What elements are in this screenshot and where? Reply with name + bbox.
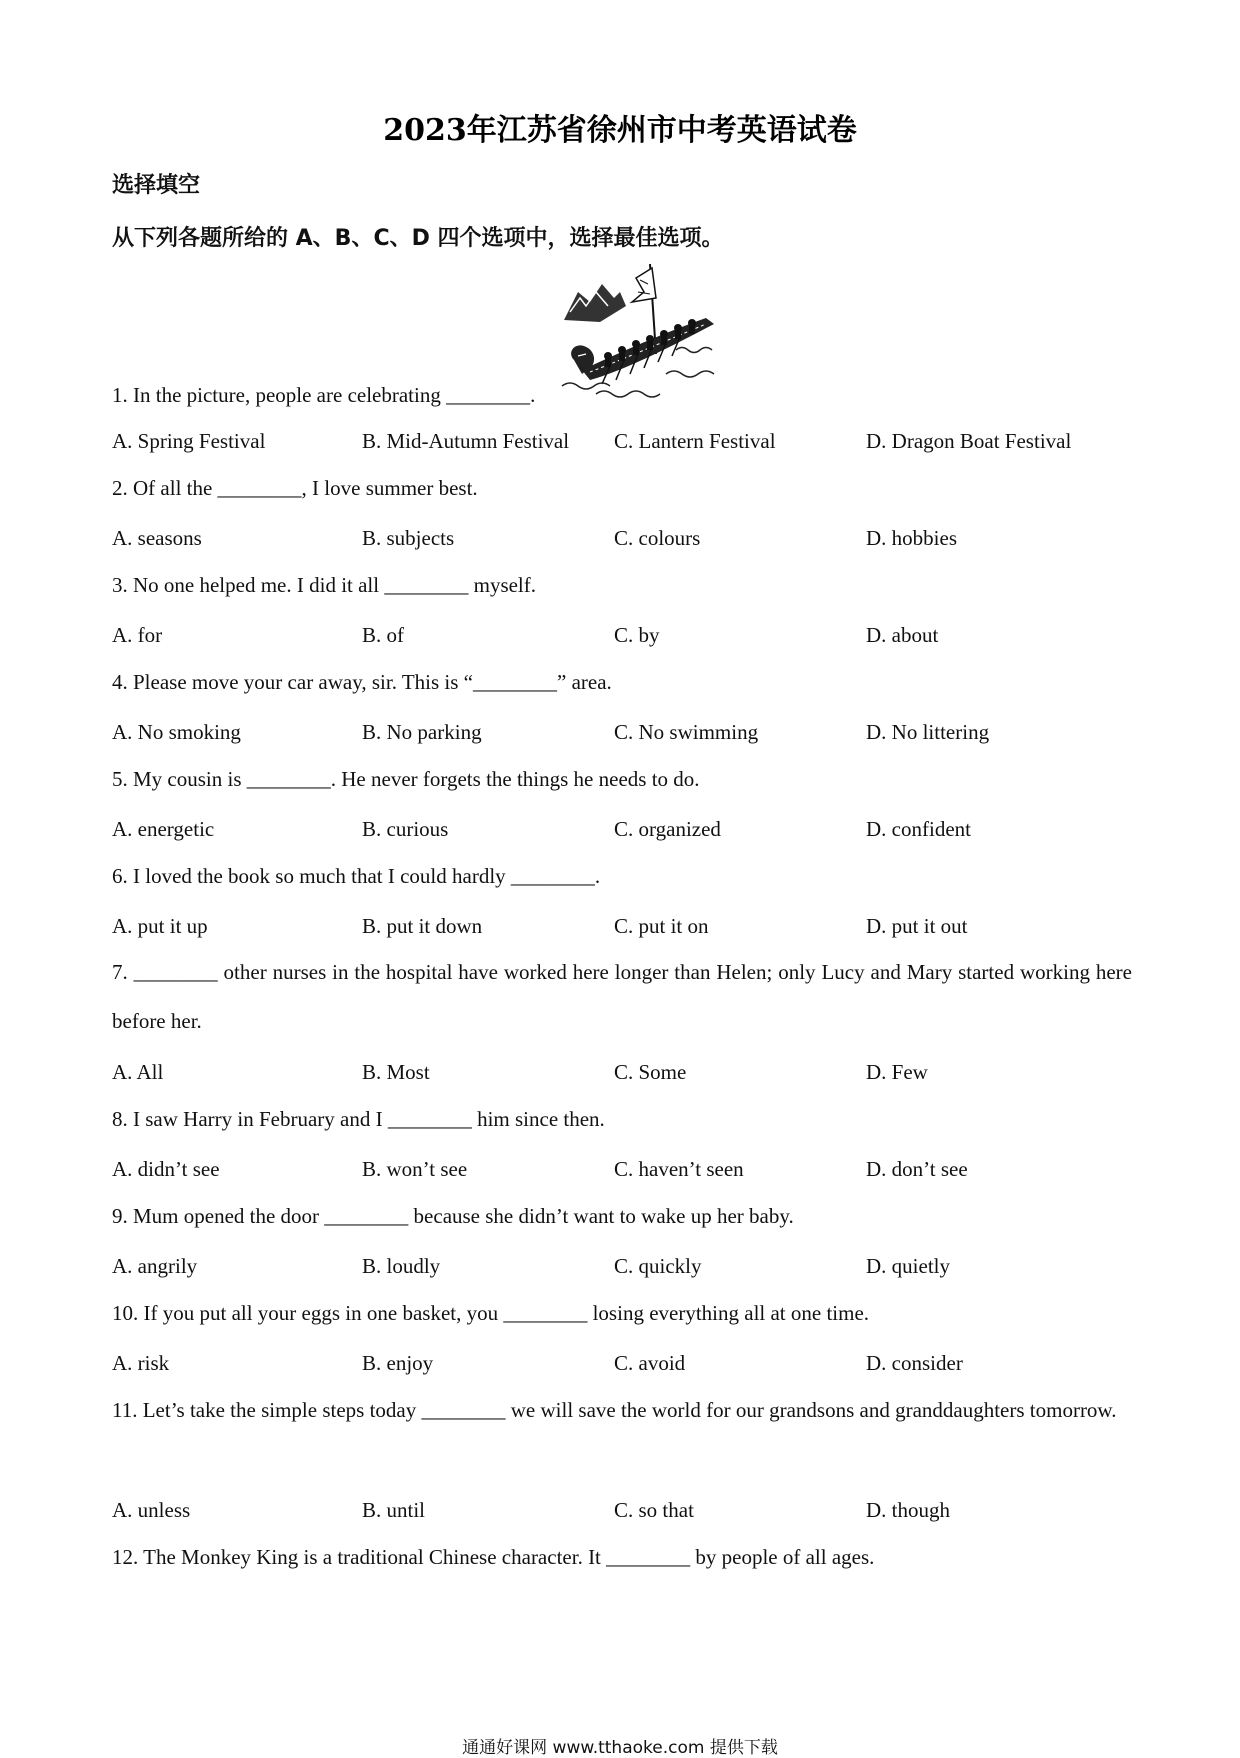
question-8-option-d[interactable]: D. don’t see bbox=[866, 1157, 968, 1181]
question-11-option-b[interactable]: B. until bbox=[362, 1498, 426, 1522]
question-2-option-a[interactable]: A. seasons bbox=[112, 526, 202, 550]
question-6-option-b[interactable]: B. put it down bbox=[362, 914, 483, 938]
question-3-option-a[interactable]: A. for bbox=[112, 623, 163, 647]
question-3-option-c[interactable]: C. by bbox=[614, 623, 660, 647]
question-6-option-d[interactable]: D. put it out bbox=[866, 914, 968, 938]
question-8-option-c[interactable]: C. haven’t seen bbox=[614, 1157, 744, 1181]
question-4-option-a[interactable]: A. No smoking bbox=[112, 720, 241, 744]
question-8-option-a[interactable]: A. didn’t see bbox=[112, 1157, 220, 1181]
question-11-option-d[interactable]: D. though bbox=[866, 1498, 950, 1522]
question-9-option-a[interactable]: A. angrily bbox=[112, 1254, 198, 1278]
question-4-stem: 4. Please move your car away, sir. This is “________” area. bbox=[112, 670, 612, 694]
page-footer: 通通好课网 www.tthaoke.com 提供下载 bbox=[462, 1738, 778, 1758]
question-5-stem: 5. My cousin is ________. He never forgets the things he needs to do. bbox=[112, 767, 700, 791]
question-6-stem: 6. I loved the book so much that I could hardly ________. bbox=[112, 864, 601, 888]
question-1-option-d[interactable]: D. Dragon Boat Festival bbox=[866, 429, 1072, 453]
question-3-option-b[interactable]: B. of bbox=[362, 623, 404, 647]
question-6-option-c[interactable]: C. put it on bbox=[614, 914, 709, 938]
question-3-option-d[interactable]: D. about bbox=[866, 623, 939, 647]
question-4-option-b[interactable]: B. No parking bbox=[362, 720, 482, 744]
question-9-option-c[interactable]: C. quickly bbox=[614, 1254, 702, 1278]
instruction-text: 从下列各题所给的 A、B、C、D 四个选项中，选择最佳选项。 bbox=[112, 226, 724, 251]
dragon-boat-race-illustration-icon bbox=[556, 262, 724, 400]
question-1-stem: 1. In the picture, people are celebrating ________. bbox=[112, 383, 536, 407]
section-heading: 选择填空 bbox=[112, 173, 201, 198]
question-1-option-a[interactable]: A. Spring Festival bbox=[112, 429, 266, 453]
question-2-option-d[interactable]: D. hobbies bbox=[866, 526, 957, 550]
question-7-option-a[interactable]: A. All bbox=[112, 1060, 164, 1084]
question-3-stem: 3. No one helped me. I did it all ________ myself. bbox=[112, 573, 537, 597]
question-2-option-c[interactable]: C. colours bbox=[614, 526, 701, 550]
question-4-option-d[interactable]: D. No littering bbox=[866, 720, 990, 744]
question-1-option-b[interactable]: B. Mid-Autumn Festival bbox=[362, 429, 570, 453]
question-5-option-b[interactable]: B. curious bbox=[362, 817, 449, 841]
question-7-stem: 7. ________ other nurses in the hospital have worked here longer than Helen; only Lucy and Mary started working here before her. bbox=[112, 960, 1132, 1033]
question-7-option-c[interactable]: C. Some bbox=[614, 1060, 687, 1084]
question-1-option-c[interactable]: C. Lantern Festival bbox=[614, 429, 776, 453]
question-5-option-a[interactable]: A. energetic bbox=[112, 817, 215, 841]
question-7-option-d[interactable]: D. Few bbox=[866, 1060, 928, 1084]
question-10-option-a[interactable]: A. risk bbox=[112, 1351, 170, 1375]
question-7-option-b[interactable]: B. Most bbox=[362, 1060, 430, 1084]
question-12-stem: 12. The Monkey King is a traditional Chinese character. It ________ by people of all ages. bbox=[112, 1545, 875, 1569]
question-10-option-b[interactable]: B. enjoy bbox=[362, 1351, 434, 1375]
question-10-option-d[interactable]: D. consider bbox=[866, 1351, 963, 1375]
question-9-option-d[interactable]: D. quietly bbox=[866, 1254, 950, 1278]
question-6-option-a[interactable]: A. put it up bbox=[112, 914, 208, 938]
page-title: 2023年江苏省徐州市中考英语试卷 bbox=[383, 113, 857, 148]
question-4-option-c[interactable]: C. No swimming bbox=[614, 720, 759, 744]
question-10-stem: 10. If you put all your eggs in one basket, you ________ losing everything all at one time. bbox=[112, 1301, 870, 1325]
question-9-option-b[interactable]: B. loudly bbox=[362, 1254, 441, 1278]
question-11-option-a[interactable]: A. unless bbox=[112, 1498, 191, 1522]
question-9-stem: 9. Mum opened the door ________ because she didn’t want to wake up her baby. bbox=[112, 1204, 794, 1228]
question-5-option-c[interactable]: C. organized bbox=[614, 817, 721, 841]
question-11-stem: 11. Let’s take the simple steps today ________ we will save the world for our grandsons and granddaughters tomorrow. bbox=[112, 1398, 1117, 1422]
question-8-stem: 8. I saw Harry in February and I ________ him since then. bbox=[112, 1107, 605, 1131]
question-8-option-b[interactable]: B. won’t see bbox=[362, 1157, 468, 1181]
question-5-option-d[interactable]: D. confident bbox=[866, 817, 971, 841]
question-10-option-c[interactable]: C. avoid bbox=[614, 1351, 686, 1375]
question-11-option-c[interactable]: C. so that bbox=[614, 1498, 694, 1522]
question-2-stem: 2. Of all the ________, I love summer best. bbox=[112, 476, 478, 500]
question-2-option-b[interactable]: B. subjects bbox=[362, 526, 455, 550]
